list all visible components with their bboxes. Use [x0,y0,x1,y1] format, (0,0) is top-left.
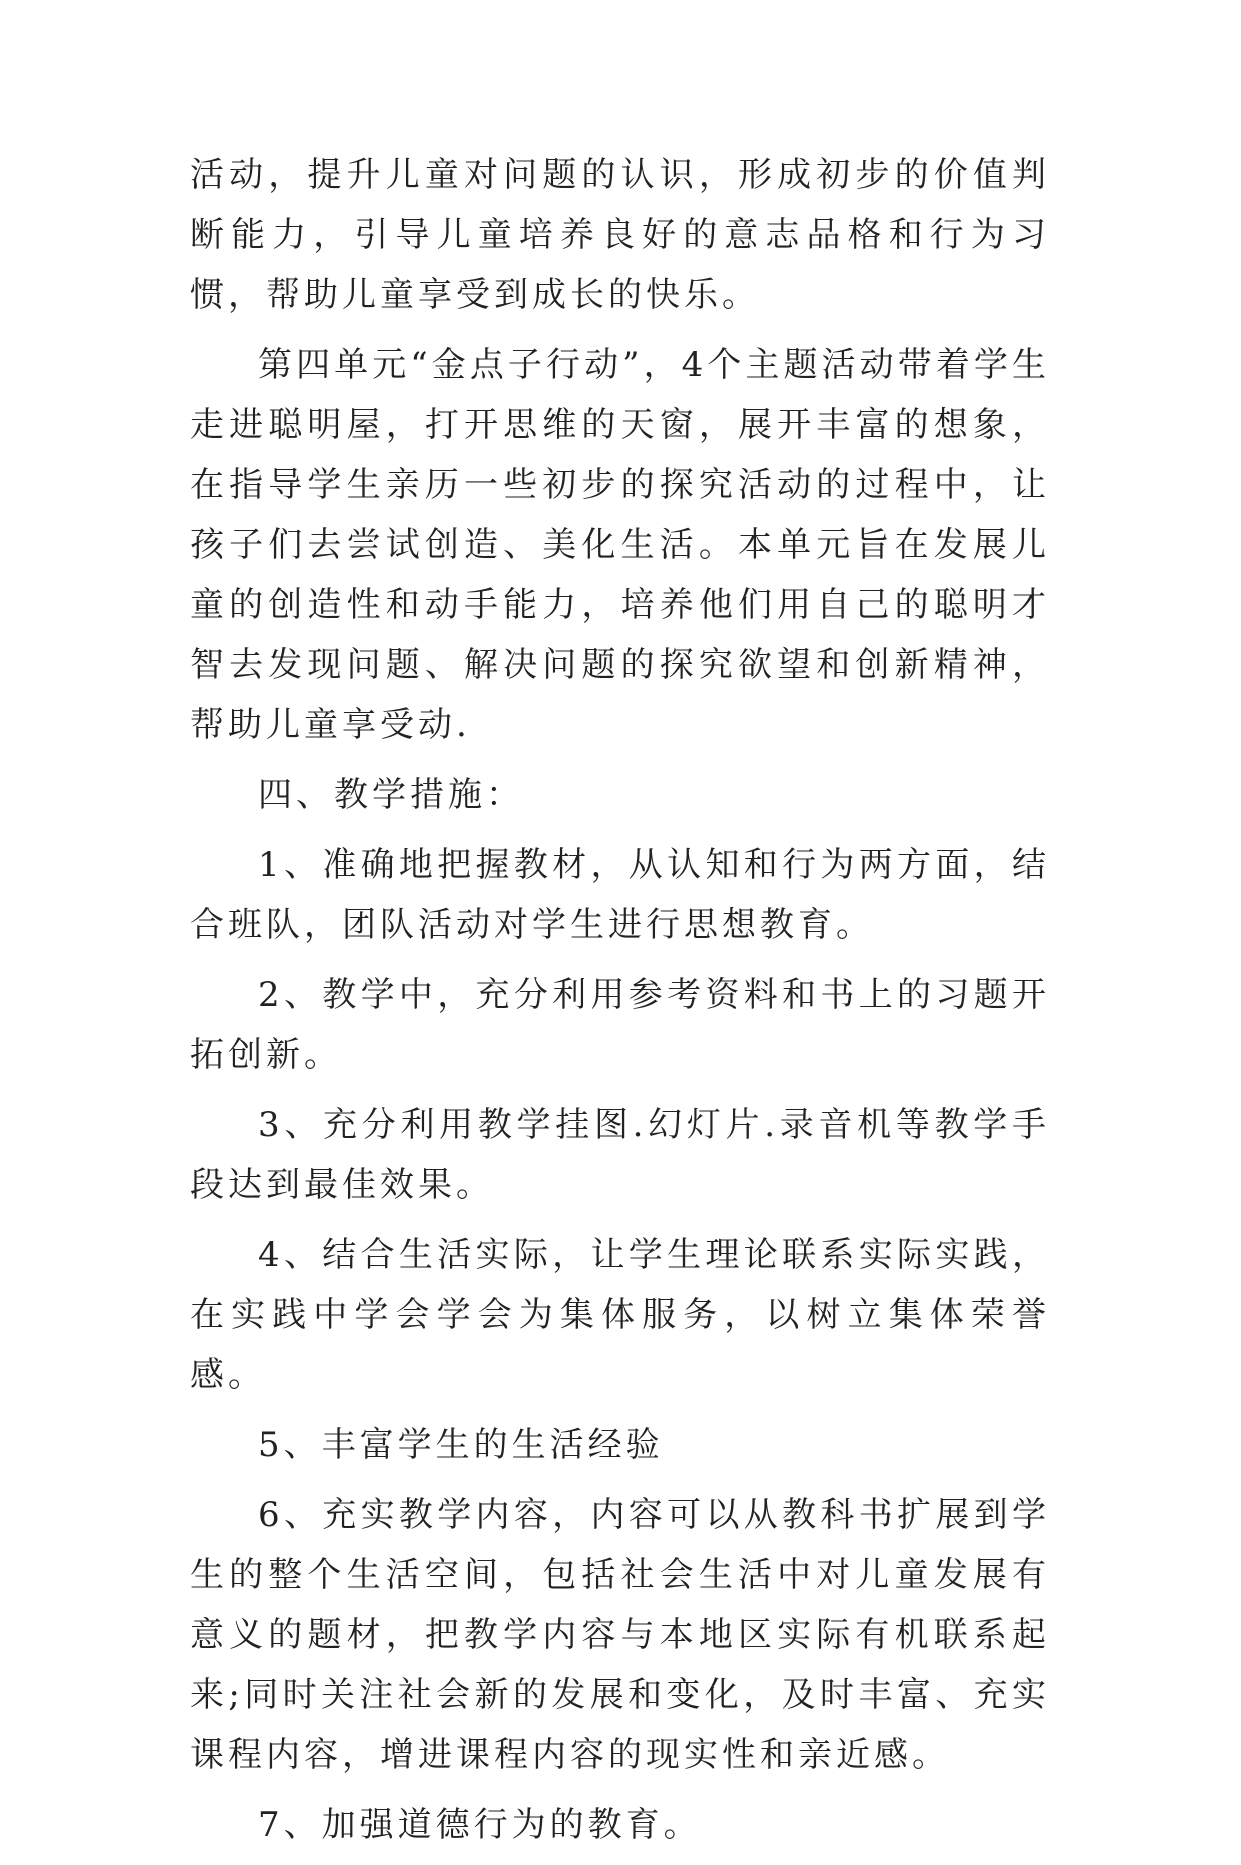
paragraph-unit-three-continuation: 活动，提升儿童对问题的认识，形成初步的价值判断能力，引导儿童培养良好的意志品格和行为习惯，帮助儿童享受到成长的快乐。 [190,155,1050,315]
measure-item-5: 5、丰富学生的生活经验 [258,1425,664,1465]
section-heading-teaching-measures: 四、教学措施： [258,775,524,815]
measure-item-6: 6、充实教学内容，内容可以从教科书扩展到学生的整个生活空间，包括社会生活中对儿童发展有意义的题材，把教学内容与本地区实际有机联系起来;同时关注社会新的发展和变化，及时丰富、充实课程内容，增进课程内容的现实性和亲近感。 [190,1495,1050,1775]
measure-item-2: 2、教学中，充分利用参考资料和书上的习题开拓创新。 [190,975,1050,1075]
measure-item-3: 3、充分利用教学挂图.幻灯片.录音机等教学手段达到最佳效果。 [190,1105,1050,1205]
paragraph-unit-four: 第四单元“金点子行动”，4个主题活动带着学生走进聪明屋，打开思维的天窗，展开丰富的想象，在指导学生亲历一些初步的探究活动的过程中，让孩子们去尝试创造、美化生活。本单元旨在发展儿童的创造性和动手能力，培养他们用自己的聪明才智去发现问题、解决问题的探究欲望和创新精神，帮助儿童享受动. [190,345,1050,745]
measure-item-4: 4、结合生活实际，让学生理论联系实际实践，在实践中学会学会为集体服务，以树立集体荣誉感。 [190,1235,1050,1395]
measure-item-1: 1、准确地把握教材，从认知和行为两方面，结合班队，团队活动对学生进行思想教育。 [190,845,1050,945]
measure-item-7: 7、加强道德行为的教育。 [258,1805,702,1845]
document-body [190,145,1050,1865]
